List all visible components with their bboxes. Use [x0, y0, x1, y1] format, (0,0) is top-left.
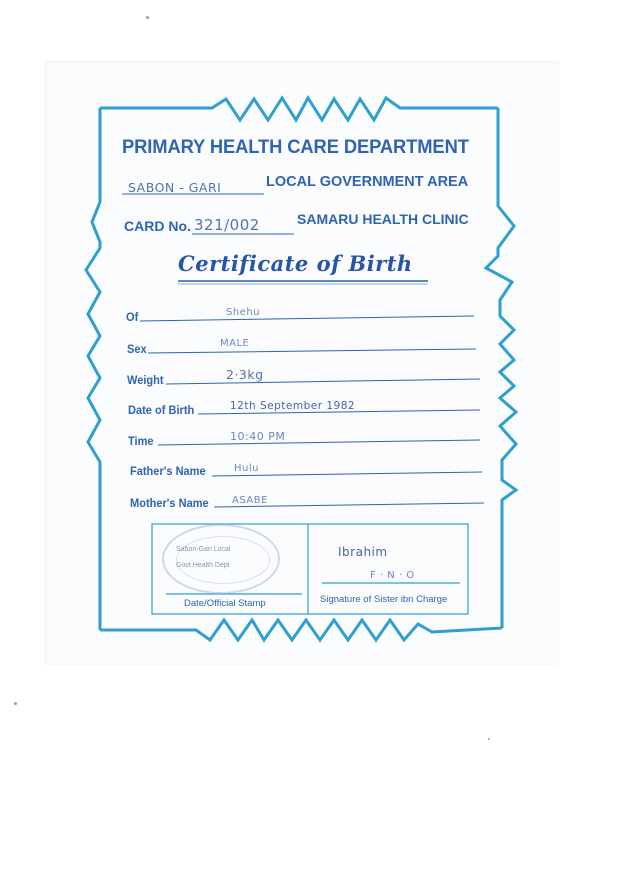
lga-handwritten: SABON - GARI — [128, 180, 222, 195]
card-number-handwritten: 321/002 — [194, 216, 260, 234]
field-label-of: Of — [126, 310, 139, 324]
field-label-weight: Weight — [127, 373, 164, 387]
signature-title: F · N · O — [370, 570, 415, 581]
field-label-time: Time — [128, 434, 154, 448]
field-value-sex: MALE — [220, 338, 250, 349]
clinic-name: SAMARU HEALTH CLINIC — [297, 211, 469, 227]
field-value-father: Hulu — [234, 463, 259, 474]
field-value-weight: 2·3kg — [226, 367, 264, 382]
lga-label: LOCAL GOVERNMENT AREA — [266, 174, 469, 190]
certificate-title: Certificate of Birth — [178, 251, 413, 276]
signature-box-caption: Signature of Sister ibn Charge — [320, 594, 448, 605]
stamp-text-line1: Sabon-Gari Local — [176, 546, 231, 553]
scan-speck — [146, 16, 149, 19]
card-number-label: CARD No. — [124, 218, 191, 234]
field-label-mother: Mother's Name — [130, 496, 209, 510]
scan-speck — [14, 702, 17, 705]
field-label-sex: Sex — [127, 342, 147, 356]
stamp-box-caption: Date/Official Stamp — [184, 598, 266, 609]
field-label-dob: Date of Birth — [128, 403, 195, 417]
department-title: PRIMARY HEALTH CARE DEPARTMENT — [122, 136, 469, 158]
field-value-mother: ASABE — [232, 495, 268, 506]
field-label-father: Father's Name — [130, 464, 206, 478]
scan-speck — [488, 738, 490, 740]
stamp-text-line2: Govt Health Dept — [176, 562, 230, 569]
field-value-time: 10:40 PM — [230, 430, 286, 443]
signature-handwritten: Ibrahim — [338, 545, 388, 559]
official-stamp-inner-ring — [176, 536, 270, 584]
field-value-dob: 12th September 1982 — [230, 400, 356, 412]
field-value-of: Shehu — [226, 307, 261, 318]
